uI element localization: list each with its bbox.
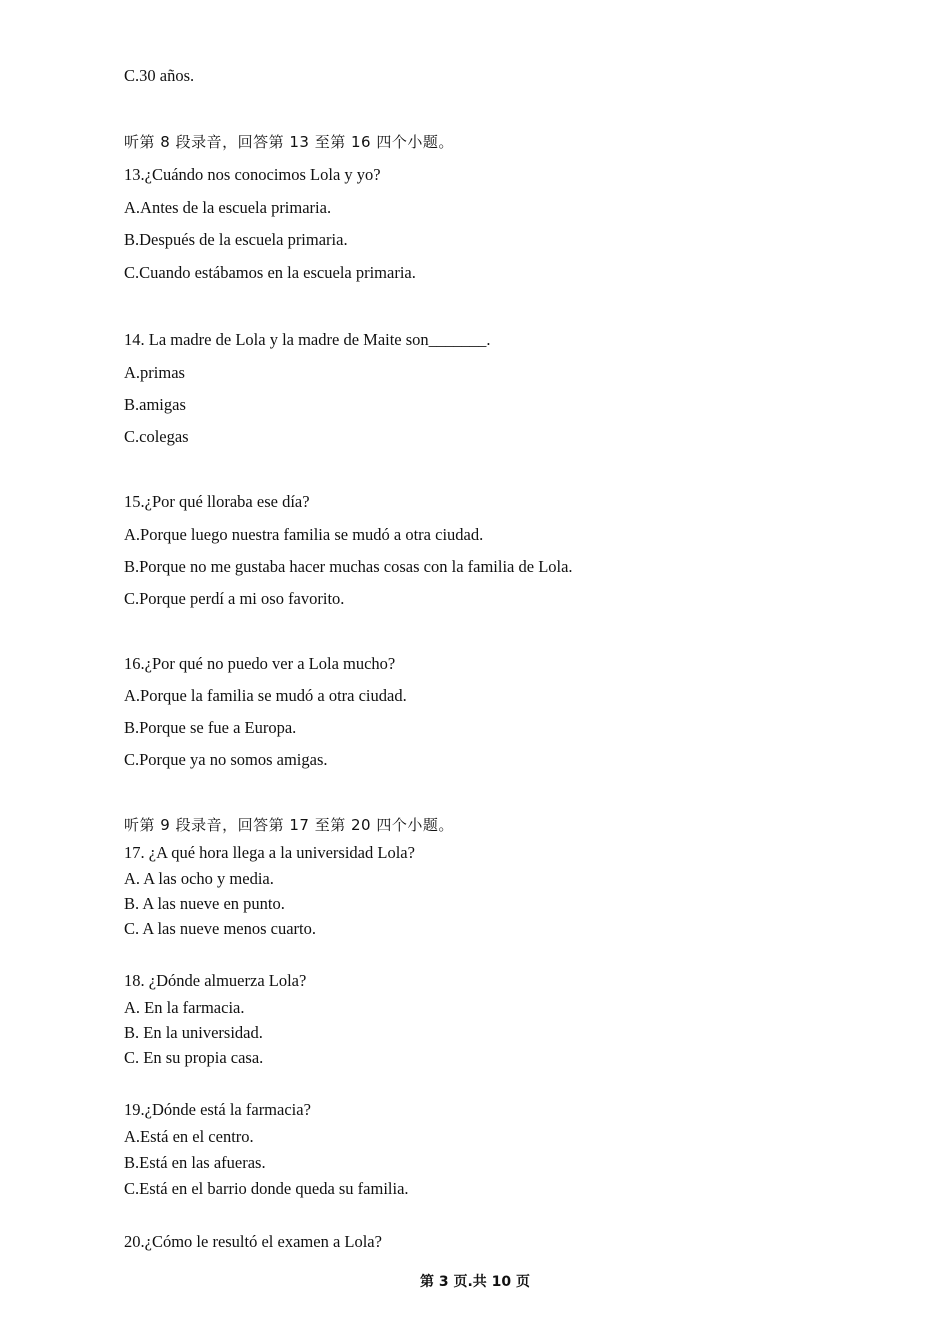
option-19-c: C.Está en el barrio donde queda su familia.	[124, 1179, 409, 1198]
option-c-prev-question: C.30 años.	[124, 66, 195, 85]
option-14-c: C.colegas	[124, 427, 189, 446]
option-13-a: A.Antes de la escuela primaria.	[124, 198, 332, 217]
option-19-b: B.Está en las afueras.	[124, 1153, 266, 1172]
option-16-c: C.Porque ya no somos amigas.	[124, 750, 328, 769]
page-footer: 第 3 页.共 10 页	[419, 1274, 531, 1290]
option-16-a: A.Porque la familia se mudó a otra ciudad.	[124, 686, 407, 705]
option-13-c: C.Cuando estábamos en la escuela primaria.	[124, 263, 416, 282]
question-16: 16.¿Por qué no puedo ver a Lola mucho?	[124, 654, 396, 673]
question-15: 15.¿Por qué lloraba ese día?	[124, 492, 310, 511]
question-17: 17. ¿A qué hora llega a la universidad Lola?	[124, 843, 415, 862]
question-14: 14. La madre de Lola y la madre de Maite son_______.	[124, 330, 491, 349]
section-heading-8: 听第 8 段录音，回答第 13 至第 16 四个小题。	[124, 133, 454, 151]
option-17-c: C. A las nueve menos cuarto.	[124, 919, 317, 938]
option-17-b: B. A las nueve en punto.	[124, 894, 285, 913]
option-18-c: C. En su propia casa.	[124, 1048, 264, 1067]
question-19: 19.¿Dónde está la farmacia?	[124, 1100, 311, 1119]
question-18: 18. ¿Dónde almuerza Lola?	[124, 971, 307, 990]
option-18-b: B. En la universidad.	[124, 1023, 263, 1042]
option-13-b: B.Después de la escuela primaria.	[124, 230, 348, 249]
option-15-b: B.Porque no me gustaba hacer muchas cosas con la familia de Lola.	[124, 557, 573, 576]
option-16-b: B.Porque se fue a Europa.	[124, 718, 297, 737]
option-14-b: B.amigas	[124, 395, 186, 414]
option-15-a: A.Porque luego nuestra familia se mudó a otra ciudad.	[124, 525, 484, 544]
section-heading-9: 听第 9 段录音，回答第 17 至第 20 四个小题。	[124, 816, 454, 834]
option-18-a: A. En la farmacia.	[124, 998, 245, 1017]
question-13: 13.¿Cuándo nos conocimos Lola y yo?	[124, 165, 381, 184]
option-19-a: A.Está en el centro.	[124, 1127, 254, 1146]
option-15-c: C.Porque perdí a mi oso favorito.	[124, 589, 345, 608]
question-20: 20.¿Cómo le resultó el examen a Lola?	[124, 1232, 382, 1251]
option-14-a: A.primas	[124, 363, 185, 382]
option-17-a: A. A las ocho y media.	[124, 869, 274, 888]
